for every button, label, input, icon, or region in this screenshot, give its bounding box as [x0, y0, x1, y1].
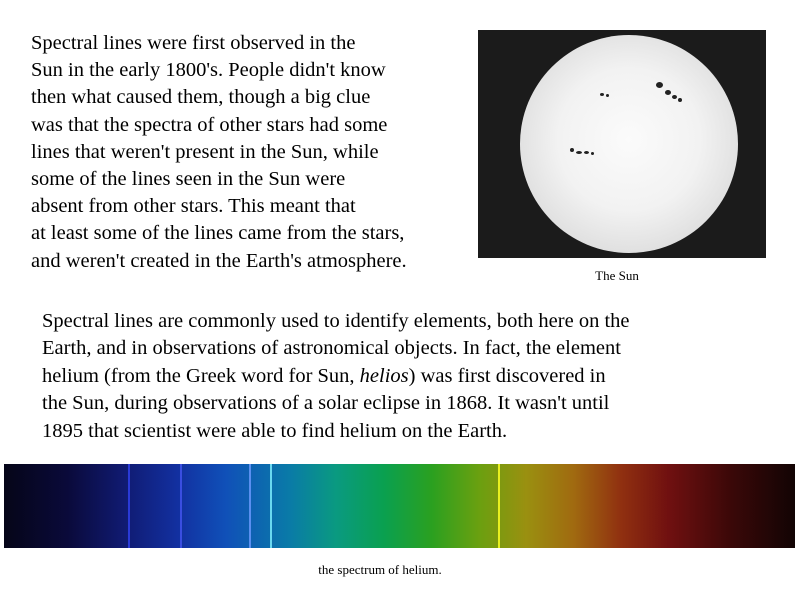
- intro-line: Spectral lines were first observed in the: [31, 32, 356, 54]
- sunspot: [584, 151, 589, 154]
- helium-text: helium (from the Greek word for Sun,: [42, 364, 360, 387]
- helium-line: the Sun, during observations of a solar eclipse in 1868. It wasn't until: [42, 392, 610, 415]
- spectral-line: [249, 464, 251, 548]
- spectral-line: [270, 464, 272, 548]
- sunspot: [606, 94, 609, 97]
- helium-spectrum: [4, 464, 795, 548]
- sunspot: [591, 152, 594, 155]
- spectral-line: [180, 464, 182, 548]
- intro-line: at least some of the lines came from the stars,: [31, 222, 405, 245]
- helium-line: 1895 that scientist were able to find helium on the Earth.: [42, 419, 508, 442]
- intro-line: Sun in the early 1800's. People didn't know: [31, 59, 386, 82]
- helium-text: ) was first discovered in: [408, 364, 606, 387]
- sunspot: [576, 151, 582, 154]
- sunspot: [570, 148, 574, 152]
- sunspot: [678, 98, 682, 102]
- spectral-line: [498, 464, 500, 548]
- spectrum-caption: the spectrum of helium.: [318, 562, 442, 577]
- intro-line: then what caused them, though a big clue: [31, 86, 371, 109]
- sunspot: [672, 95, 677, 99]
- intro-line: lines that weren't present in the Sun, while: [31, 140, 379, 163]
- intro-line: some of the lines seen in the Sun were: [31, 168, 346, 191]
- helium-paragraph: [42, 308, 742, 445]
- intro-paragraph: [31, 30, 476, 275]
- sun-disc: [520, 35, 738, 253]
- spectral-line: [128, 464, 130, 548]
- helium-line: Spectral lines are commonly used to identify elements, both here on the: [42, 310, 630, 332]
- helium-line: Earth, and in observations of astronomical objects. In fact, the element: [42, 337, 621, 360]
- helios-term: helios: [359, 364, 409, 387]
- sunspot: [665, 90, 671, 95]
- sunspot: [656, 82, 663, 88]
- sunspot: [600, 93, 604, 96]
- sun-image: [478, 30, 766, 258]
- helium-line: [42, 363, 742, 390]
- intro-line: and weren't created in the Earth's atmosphere.: [31, 249, 407, 272]
- sun-caption: The Sun: [595, 268, 639, 283]
- intro-line: was that the spectra of other stars had some: [31, 113, 388, 136]
- intro-line: absent from other stars. This meant that: [31, 195, 356, 218]
